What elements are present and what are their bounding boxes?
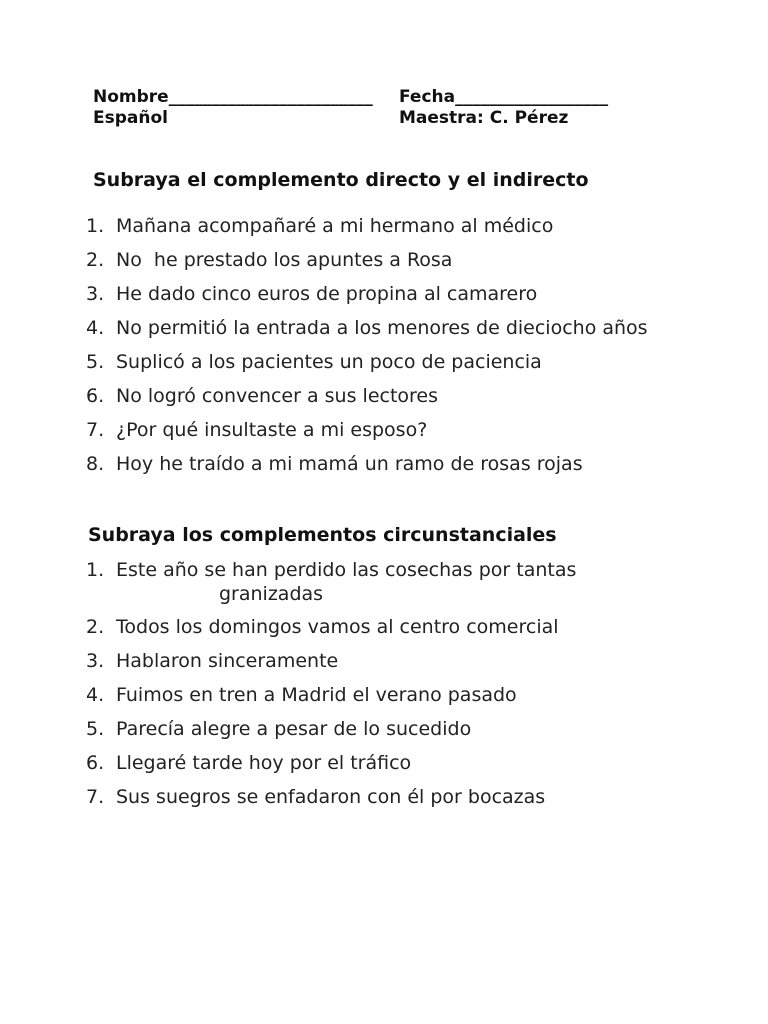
item-text: Llegaré tarde hoy por el tráfico	[116, 752, 412, 774]
list-item	[86, 316, 648, 350]
item-text: Este año se han perdido las cosechas por tantas	[116, 559, 577, 581]
item-text: No he prestado los apuntes a Rosa	[116, 249, 453, 271]
section-1-list	[86, 214, 648, 486]
item-text: Hablaron sinceramente	[116, 650, 339, 672]
list-item	[86, 558, 576, 615]
item-text: Hoy he traído a mi mamá un ramo de rosas rojas	[116, 453, 583, 475]
item-text-continuation: granizadas	[219, 583, 324, 605]
list-item	[86, 384, 648, 418]
teacher-label: Maestra: C. Pérez	[399, 108, 569, 128]
item-number: 2.	[86, 616, 105, 638]
item-text: Suplicó a los pacientes un poco de paciencia	[116, 351, 542, 373]
list-item	[86, 649, 576, 683]
item-number: 1.	[86, 215, 105, 237]
list-item	[86, 350, 648, 384]
item-text: Fuimos en tren a Madrid el verano pasado	[116, 684, 517, 706]
item-text: He dado cinco euros de propina al camarero	[116, 283, 538, 305]
list-item	[86, 214, 648, 248]
item-text: Mañana acompañaré a mi hermano al médico	[116, 215, 554, 237]
list-item	[86, 717, 576, 751]
item-number: 3.	[86, 650, 105, 672]
list-item	[86, 452, 648, 486]
item-number: 1.	[86, 559, 105, 581]
section-1-title: Subraya el complemento directo y el indirecto	[93, 169, 589, 191]
list-item	[86, 282, 648, 316]
list-item	[86, 418, 648, 452]
item-number: 6.	[86, 385, 105, 407]
name-field-label: Nombre________________________	[93, 87, 373, 107]
item-text: Parecía alegre a pesar de lo sucedido	[116, 718, 472, 740]
list-item	[86, 615, 576, 649]
list-item	[86, 248, 648, 282]
item-number: 2.	[86, 249, 105, 271]
item-text: No permitió la entrada a los menores de dieciocho años	[116, 317, 648, 339]
date-field-label: Fecha__________________	[399, 87, 609, 107]
item-number: 5.	[86, 351, 105, 373]
section-2-list	[86, 558, 576, 819]
item-number: 3.	[86, 283, 105, 305]
list-item	[86, 785, 576, 819]
item-number: 7.	[86, 419, 105, 441]
item-text: No logró convencer a sus lectores	[116, 385, 439, 407]
item-number: 5.	[86, 718, 105, 740]
item-text: ¿Por qué insultaste a mi esposo?	[116, 419, 428, 441]
list-item	[86, 751, 576, 785]
item-number: 7.	[86, 786, 105, 808]
item-number: 4.	[86, 317, 105, 339]
item-text: Todos los domingos vamos al centro comercial	[116, 616, 559, 638]
item-number: 6.	[86, 752, 105, 774]
list-item	[86, 683, 576, 717]
item-number: 4.	[86, 684, 105, 706]
item-text: Sus suegros se enfadaron con él por bocazas	[116, 786, 546, 808]
subject-label: Español	[93, 108, 168, 128]
item-number: 8.	[86, 453, 105, 475]
section-2-title: Subraya los complementos circunstanciales	[88, 524, 557, 546]
